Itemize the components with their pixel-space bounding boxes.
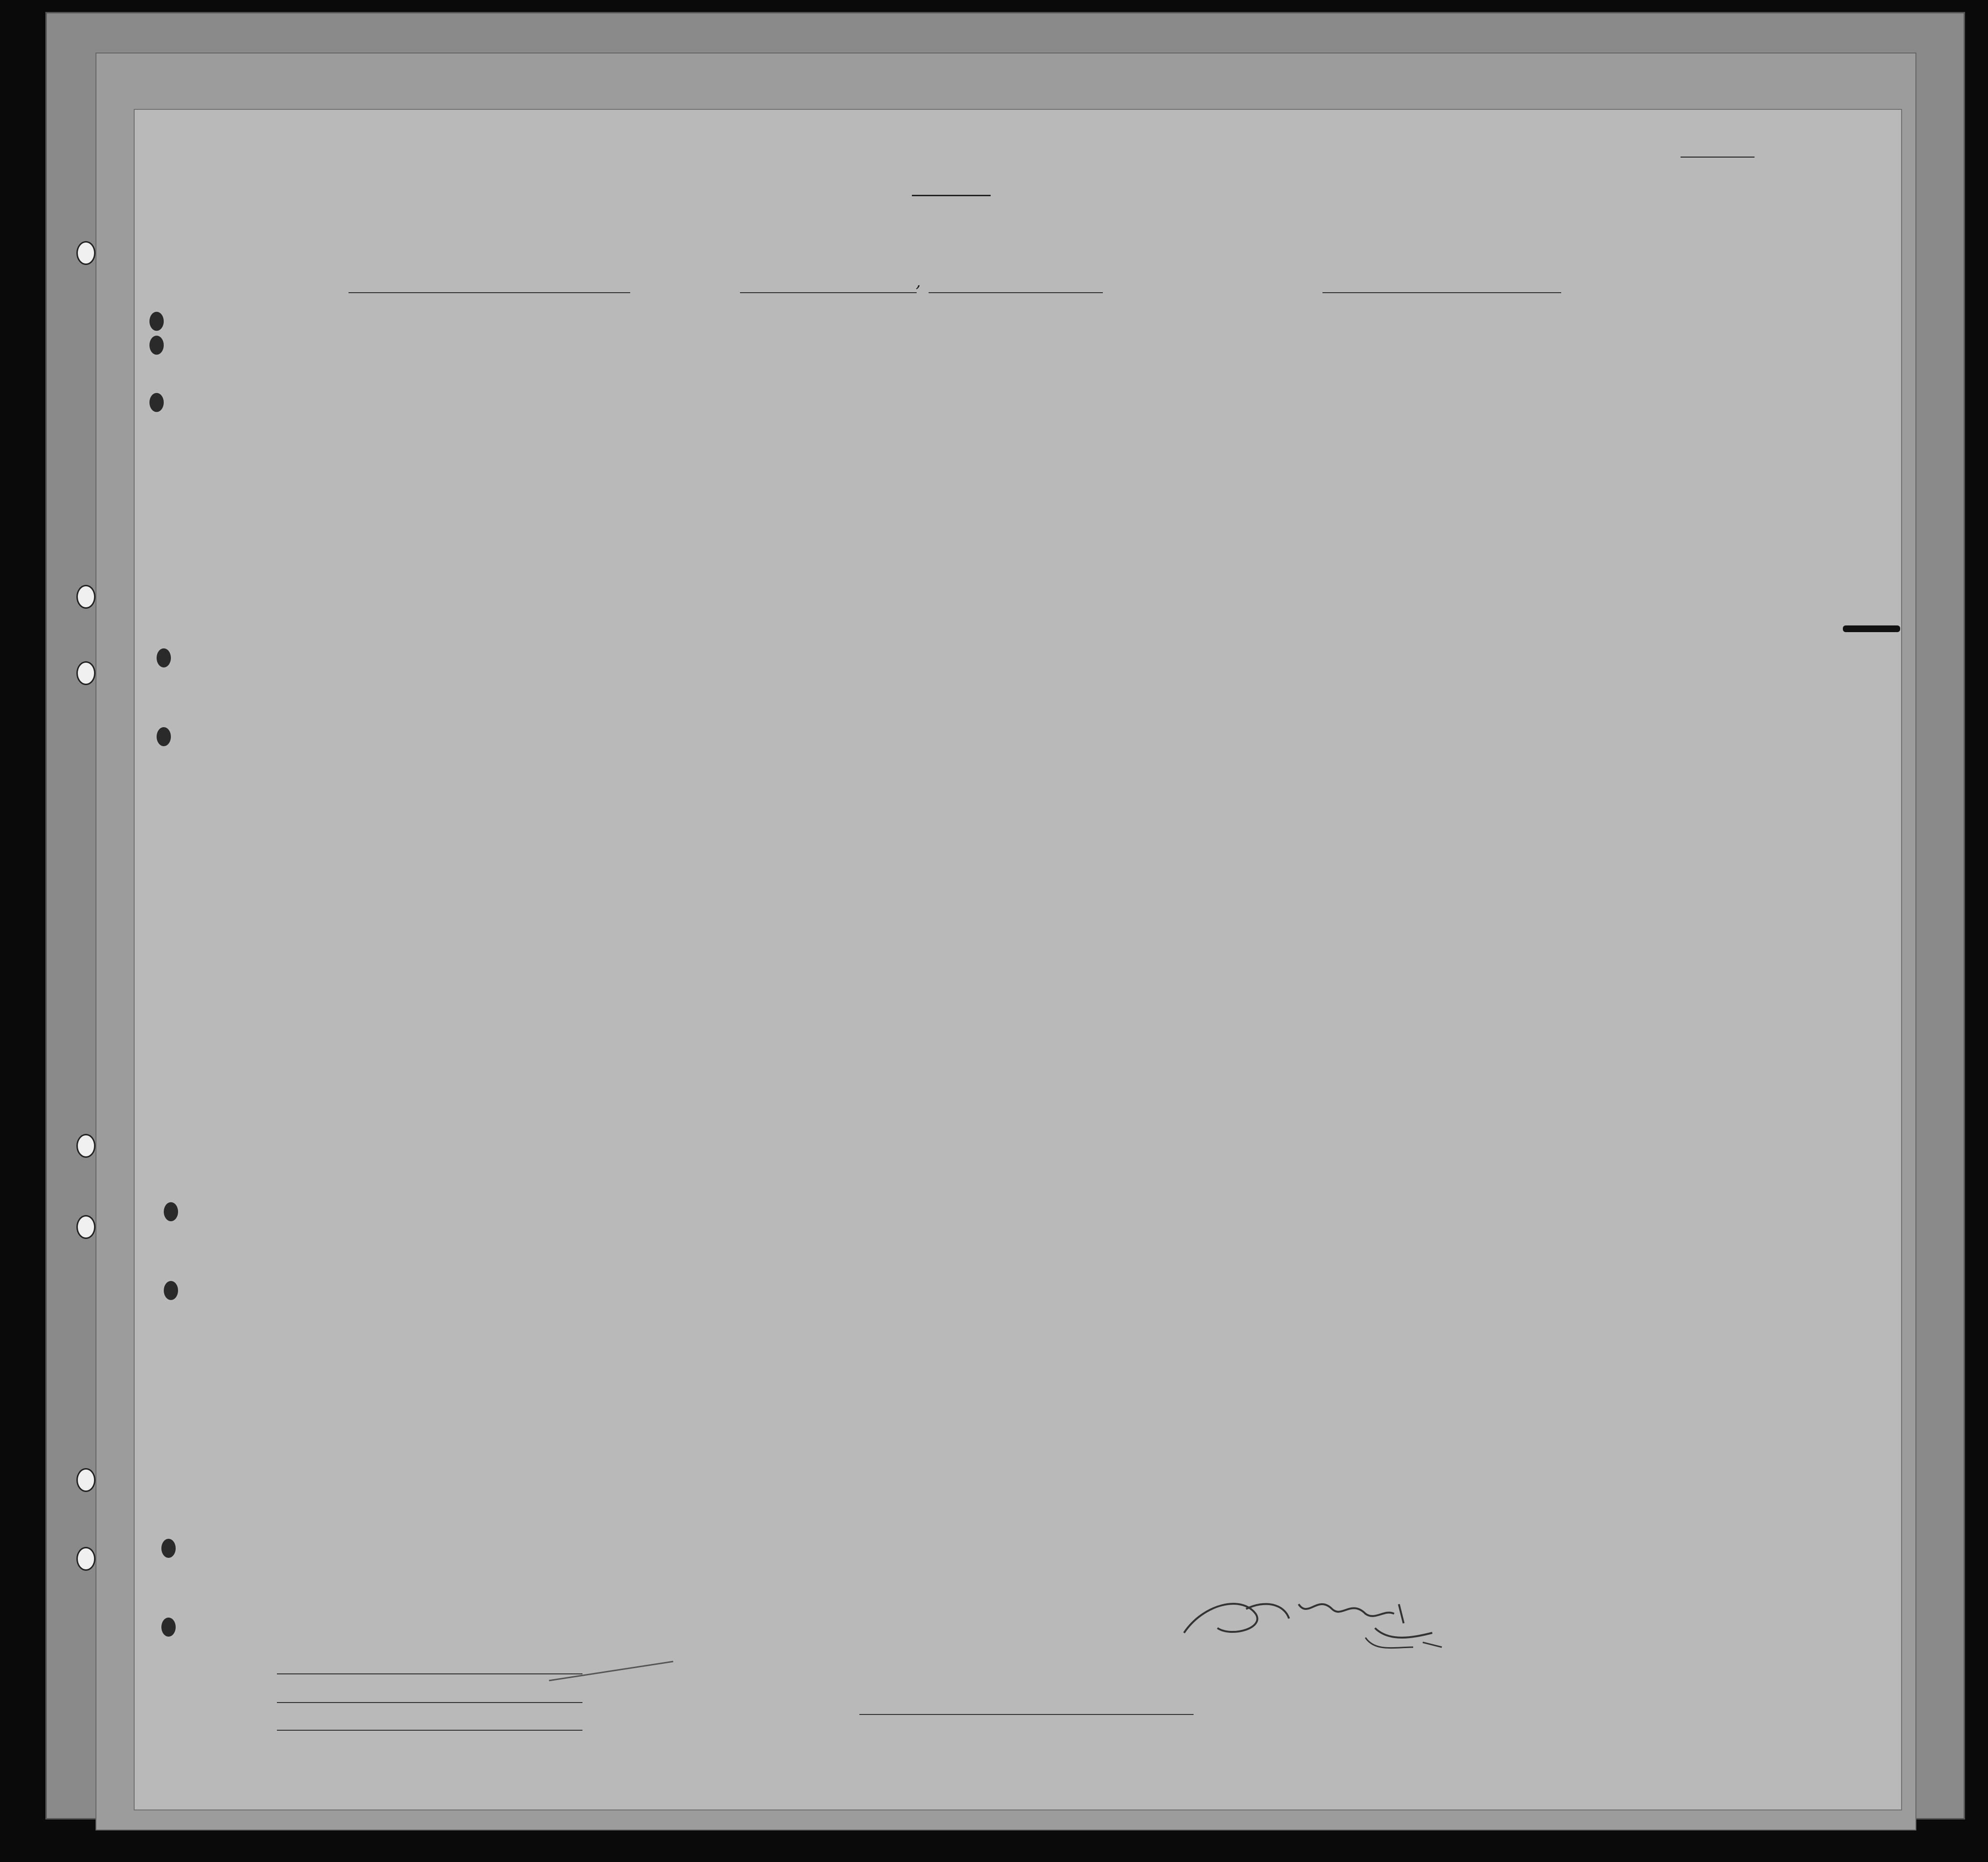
binder-ring-icon: [148, 391, 165, 413]
title-underline: [912, 195, 991, 196]
date-fill-line: [929, 292, 1103, 293]
binder-ring-icon: [148, 310, 165, 332]
arrival-fill-line: [740, 292, 917, 293]
binder-ring-icon: [155, 726, 172, 748]
port-fill-line: [1322, 292, 1561, 293]
punch-hole-icon: [76, 1468, 95, 1492]
punch-hole-icon: [76, 585, 95, 609]
binder-ring-icon: [160, 1616, 177, 1638]
inspector-signature-line: [859, 1714, 1194, 1715]
binder-ring-icon: [162, 1201, 180, 1223]
table-grid-lines: [143, 308, 1766, 1638]
agents-fill-line: [277, 1730, 582, 1731]
crew-manifest-table: [143, 308, 1766, 1638]
owners-fill-line: [277, 1702, 582, 1703]
line-fill-line: [277, 1673, 582, 1674]
punch-hole-icon: [76, 1215, 95, 1239]
punch-hole-icon: [76, 1547, 95, 1571]
page-tab-mark: [1843, 625, 1900, 632]
punch-hole-icon: [76, 661, 95, 685]
vessel-fill-line: [349, 292, 630, 293]
binder-ring-icon: [160, 1537, 177, 1559]
binder-ring-icon: [162, 1280, 180, 1301]
binder-ring-icon: [148, 334, 165, 356]
inspector-signature: [1174, 1576, 1509, 1657]
binder-ring-icon: [155, 647, 172, 669]
punch-hole-icon: [76, 1134, 95, 1158]
punch-hole-icon: [76, 241, 95, 265]
sheet-number-line: [1681, 157, 1755, 158]
